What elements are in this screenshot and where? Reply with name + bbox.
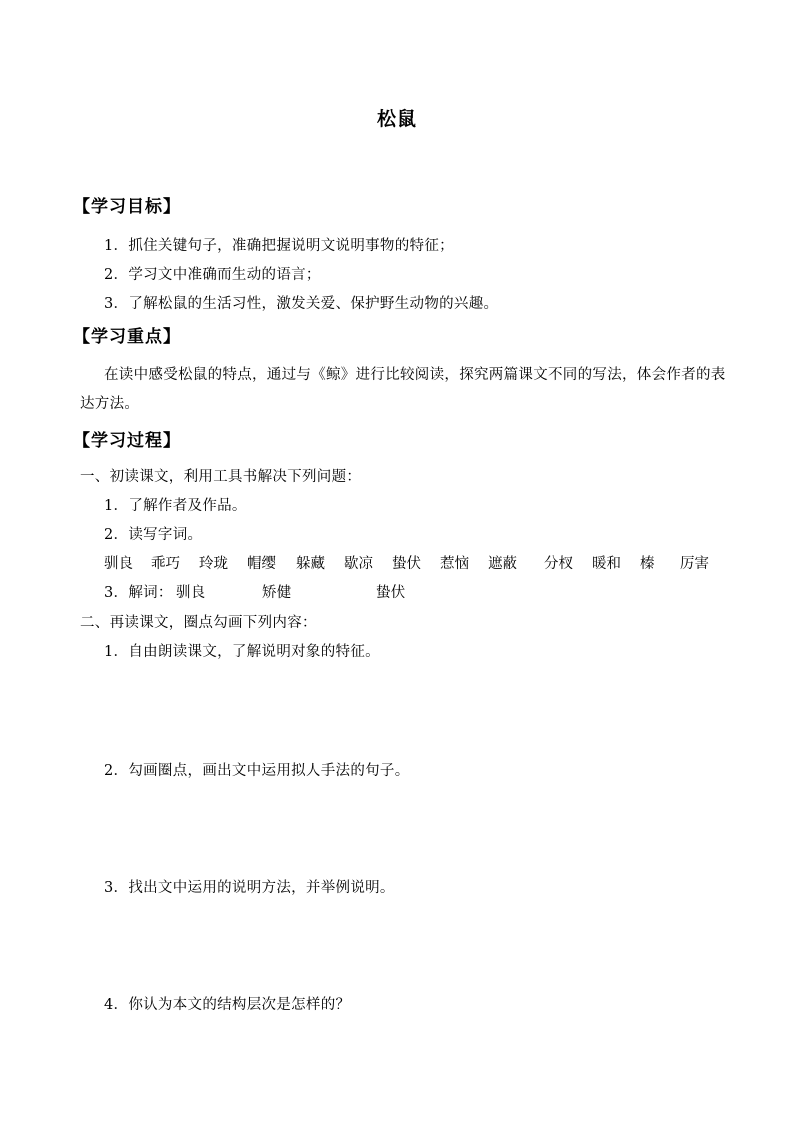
vocab-word: 惹恼: [440, 556, 469, 572]
part2-item-1: 1．自由朗读课文，了解说明对象的特征。: [104, 644, 380, 660]
define-term: 蛰伏: [376, 585, 406, 601]
part1-label: 一、初读课文，利用工具书解决下列问题：: [80, 469, 362, 485]
vocab-word: 乖巧: [151, 556, 180, 572]
vocab-word: 歇凉: [344, 556, 373, 572]
define-term: 矫健: [262, 585, 292, 601]
goal-item-2: 2．学习文中准确而生动的语言；: [104, 267, 321, 283]
vocab-word: 驯良: [104, 556, 133, 572]
part2-item-4: 4．你认为本文的结构层次是怎样的？: [104, 997, 351, 1013]
vocab-word: 暖和: [592, 556, 621, 572]
goal-item-1: 1．抓住关键句子，准确把握说明文说明事物的特征；: [104, 238, 454, 254]
define-term: 驯良: [176, 585, 206, 601]
goals-heading: 【学习目标】: [73, 197, 181, 217]
part2-item-3: 3．找出文中运用的说明方法，并举例说明。: [104, 880, 395, 896]
vocab-word: 玲珑: [199, 556, 228, 572]
goal-item-3: 3．了解松鼠的生活习性，激发关爱、保护野生动物的兴趣。: [104, 296, 499, 312]
document-title: 松鼠: [376, 108, 417, 130]
vocab-word: 帽缨: [247, 556, 276, 572]
define-words-label: 3．解词：: [104, 585, 173, 601]
vocab-word: 遮蔽: [488, 556, 517, 572]
part1-item-1: 1．了解作者及作品。: [104, 498, 247, 514]
vocab-word: 榛: [640, 556, 655, 572]
vocab-word: 蛰伏: [392, 556, 421, 572]
part2-label: 二、再读课文，圈点勾画下列内容：: [80, 615, 317, 631]
vocab-word: 厉害: [680, 556, 709, 572]
focus-paragraph: 在读中感受松鼠的特点，通过与《鲸》进行比较阅读，探究两篇课文不同的写法，体会作者的表达方法。: [80, 367, 726, 412]
process-heading: 【学习过程】: [73, 431, 181, 451]
vocab-word: 躲藏: [296, 556, 325, 572]
part2-item-2: 2．勾画圈点，画出文中运用拟人手法的句子。: [104, 763, 410, 779]
part1-item-2: 2．读写字词。: [104, 527, 203, 543]
vocab-word: 分杈: [544, 556, 573, 572]
focus-heading: 【学习重点】: [73, 327, 181, 347]
